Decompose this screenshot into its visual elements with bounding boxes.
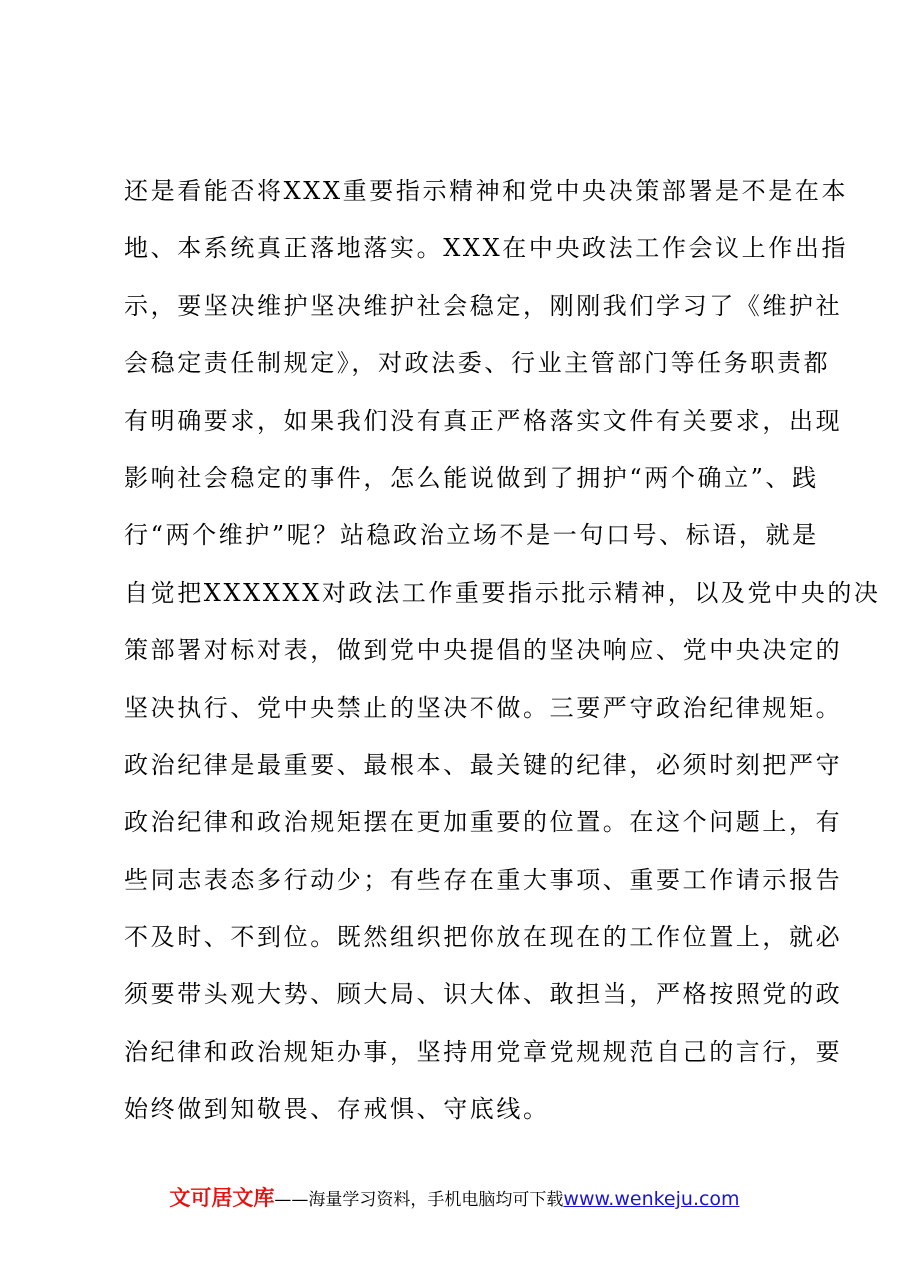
text-line: 政治纪律和政治规矩摆在更加重要的位置。在这个问题上，有 xyxy=(124,808,843,837)
text-line: 些同志表态多行动少；有些存在重大事项、重要工作请示报告 xyxy=(124,865,843,894)
text-line: 行“两个维护”呢？站稳政治立场不是一句口号、标语，就是 xyxy=(124,521,819,550)
text-line: 始终做到知敬畏、存戒惧、守底线。 xyxy=(124,1095,550,1124)
text-line: 自觉把XXXXXX对政法工作重要指示批示精神，以及党中央的决 xyxy=(124,578,881,607)
text-line: 策部署对标对表，做到党中央提倡的坚决响应、党中央决定的 xyxy=(124,636,843,665)
footer-brand: 文可居文库 xyxy=(169,1186,275,1210)
text-line: 政治纪律是最重要、最根本、最关键的纪律，必须时刻把严守 xyxy=(124,750,843,779)
text-line: 地、本系统真正落地落实。XXX在中央政法工作会议上作出指 xyxy=(124,234,849,263)
footer-tagline: ——海量学习资料，手机电脑均可下载 xyxy=(274,1190,564,1210)
text-line: 还是看能否将XXX重要指示精神和党中央决策部署是不是在本 xyxy=(124,177,849,205)
text-line: 会稳定责任制规定》，对政法委、行业主管部门等任务职责都 xyxy=(124,349,831,378)
text-line: 须要带头观大势、顾大局、识大体、敢担当，严格按照党的政 xyxy=(124,980,843,1009)
text-line: 影响社会稳定的事件，怎么能说做到了拥护“两个确立”、践 xyxy=(124,463,819,492)
text-line: 示，要坚决维护坚决维护社会稳定，刚刚我们学习了《维护社 xyxy=(124,291,843,320)
text-line: 有明确要求，如果我们没有真正严格落实文件有关要求，出现 xyxy=(124,406,843,435)
document-body xyxy=(124,163,881,1139)
text-line: 不及时、不到位。既然组织把你放在现在的工作位置上，就必 xyxy=(124,923,843,952)
text-line: 治纪律和政治规矩办事，坚持用党章党规规范自己的言行，要 xyxy=(124,1037,843,1066)
text-line: 坚决执行、党中央禁止的坚决不做。三要严守政治纪律规矩。 xyxy=(124,693,843,722)
footer-url-link[interactable]: www.wenkeju.com xyxy=(563,1188,740,1210)
footer-banner xyxy=(0,1182,909,1212)
